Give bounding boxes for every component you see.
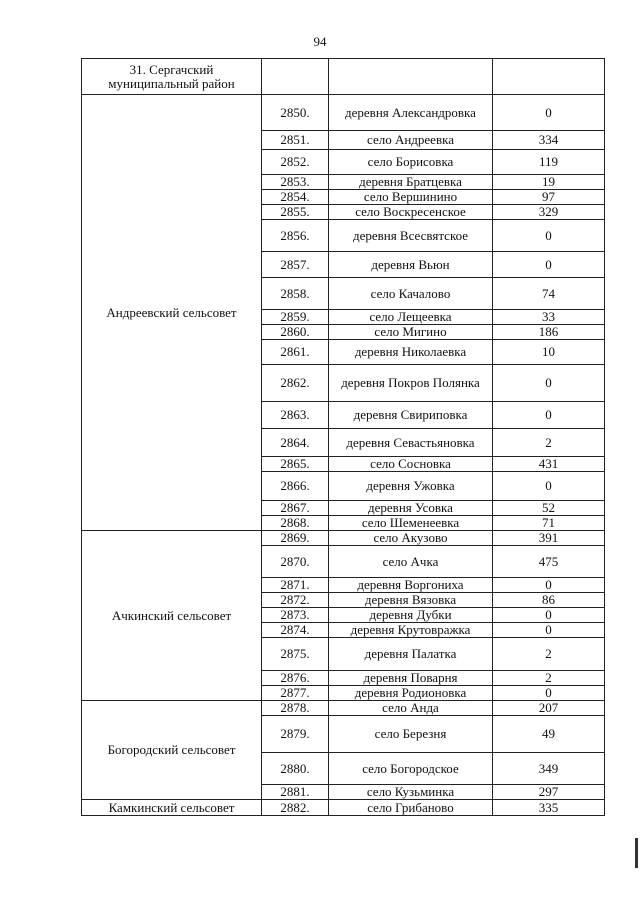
population-value: 86 — [493, 593, 605, 608]
empty-cell — [262, 59, 329, 95]
row-number: 2858. — [262, 278, 329, 310]
settlement-name: деревня Николаевка — [329, 340, 493, 365]
row-number: 2863. — [262, 402, 329, 429]
row-number: 2868. — [262, 516, 329, 531]
settlements-table — [81, 58, 605, 816]
settlement-name: село Мигино — [329, 325, 493, 340]
row-number: 2850. — [262, 95, 329, 131]
settlement-name: деревня Ужовка — [329, 472, 493, 501]
row-number: 2876. — [262, 671, 329, 686]
population-value: 0 — [493, 95, 605, 131]
council-name: Богородский сельсовет — [82, 701, 262, 800]
row-number: 2878. — [262, 701, 329, 716]
row-number: 2872. — [262, 593, 329, 608]
row-number: 2860. — [262, 325, 329, 340]
council-name: Ачкинский сельсовет — [82, 531, 262, 701]
population-value: 0 — [493, 220, 605, 252]
table-row — [82, 800, 605, 816]
council-name: Камкинский сельсовет — [82, 800, 262, 816]
population-value: 119 — [493, 150, 605, 175]
population-value: 97 — [493, 190, 605, 205]
settlement-name: село Акузово — [329, 531, 493, 546]
row-number: 2867. — [262, 501, 329, 516]
page-number: 94 — [313, 34, 327, 49]
population-value: 334 — [493, 131, 605, 150]
settlement-name: деревня Александровка — [329, 95, 493, 131]
row-number: 2880. — [262, 753, 329, 785]
settlement-name: село Березня — [329, 716, 493, 753]
population-value: 0 — [493, 578, 605, 593]
row-number: 2877. — [262, 686, 329, 701]
settlement-name: село Сосновка — [329, 457, 493, 472]
row-number: 2875. — [262, 638, 329, 671]
population-value: 329 — [493, 205, 605, 220]
population-value: 349 — [493, 753, 605, 785]
settlement-name: деревня Родионовка — [329, 686, 493, 701]
population-value: 186 — [493, 325, 605, 340]
population-value: 0 — [493, 472, 605, 501]
settlement-name: деревня Свириповка — [329, 402, 493, 429]
population-value: 0 — [493, 252, 605, 278]
settlement-name: деревня Вязовка — [329, 593, 493, 608]
population-value: 49 — [493, 716, 605, 753]
population-value: 10 — [493, 340, 605, 365]
table-row — [82, 95, 605, 131]
population-value: 71 — [493, 516, 605, 531]
population-value: 475 — [493, 546, 605, 578]
settlement-name: село Грибаново — [329, 800, 493, 816]
settlement-name: село Андреевка — [329, 131, 493, 150]
population-value: 0 — [493, 608, 605, 623]
settlement-name: село Шеменеевка — [329, 516, 493, 531]
table-row — [82, 701, 605, 716]
settlement-name: деревня Дубки — [329, 608, 493, 623]
population-value: 207 — [493, 701, 605, 716]
council-name: Андреевский сельсовет — [82, 95, 262, 531]
population-value: 74 — [493, 278, 605, 310]
row-number: 2864. — [262, 429, 329, 457]
row-number: 2851. — [262, 131, 329, 150]
population-value: 0 — [493, 365, 605, 402]
settlement-name: деревня Крутовражка — [329, 623, 493, 638]
empty-cell — [493, 59, 605, 95]
row-number: 2874. — [262, 623, 329, 638]
row-number: 2855. — [262, 205, 329, 220]
settlement-name: село Ачка — [329, 546, 493, 578]
population-value: 391 — [493, 531, 605, 546]
settlement-name: деревня Усовка — [329, 501, 493, 516]
settlement-name: деревня Вьюн — [329, 252, 493, 278]
settlement-name: село Качалово — [329, 278, 493, 310]
population-value: 0 — [493, 623, 605, 638]
empty-cell — [329, 59, 493, 95]
row-number: 2873. — [262, 608, 329, 623]
population-value: 297 — [493, 785, 605, 800]
row-number: 2866. — [262, 472, 329, 501]
settlement-name: деревня Воргониха — [329, 578, 493, 593]
row-number: 2871. — [262, 578, 329, 593]
settlement-name: деревня Палатка — [329, 638, 493, 671]
row-number: 2854. — [262, 190, 329, 205]
settlement-name: село Борисовка — [329, 150, 493, 175]
row-number: 2881. — [262, 785, 329, 800]
settlement-name: село Кузьминка — [329, 785, 493, 800]
row-number: 2857. — [262, 252, 329, 278]
population-value: 2 — [493, 638, 605, 671]
row-number: 2862. — [262, 365, 329, 402]
settlement-name: деревня Покров Полянка — [329, 365, 493, 402]
row-number: 2870. — [262, 546, 329, 578]
settlement-name: деревня Поварня — [329, 671, 493, 686]
settlement-name: село Воскресенское — [329, 205, 493, 220]
district-header-row — [82, 59, 605, 95]
row-number: 2852. — [262, 150, 329, 175]
row-number: 2865. — [262, 457, 329, 472]
row-number: 2853. — [262, 175, 329, 190]
settlement-name: деревня Всесвятское — [329, 220, 493, 252]
row-number: 2859. — [262, 310, 329, 325]
settlement-name: село Вершинино — [329, 190, 493, 205]
settlement-name: деревня Братцевка — [329, 175, 493, 190]
population-value: 2 — [493, 671, 605, 686]
settlement-name: село Лещеевка — [329, 310, 493, 325]
row-number: 2882. — [262, 800, 329, 816]
scan-edge-mark — [635, 838, 638, 868]
population-value: 335 — [493, 800, 605, 816]
population-value: 431 — [493, 457, 605, 472]
settlement-name: село Богородское — [329, 753, 493, 785]
table-row — [82, 531, 605, 546]
row-number: 2879. — [262, 716, 329, 753]
settlement-name: село Анда — [329, 701, 493, 716]
population-value: 2 — [493, 429, 605, 457]
population-value: 0 — [493, 402, 605, 429]
row-number: 2869. — [262, 531, 329, 546]
population-value: 0 — [493, 686, 605, 701]
population-value: 52 — [493, 501, 605, 516]
population-value: 33 — [493, 310, 605, 325]
row-number: 2856. — [262, 220, 329, 252]
row-number: 2861. — [262, 340, 329, 365]
population-value: 19 — [493, 175, 605, 190]
district-title: 31. Сергачский муниципальный район — [82, 59, 262, 95]
settlement-name: деревня Севастьяновка — [329, 429, 493, 457]
